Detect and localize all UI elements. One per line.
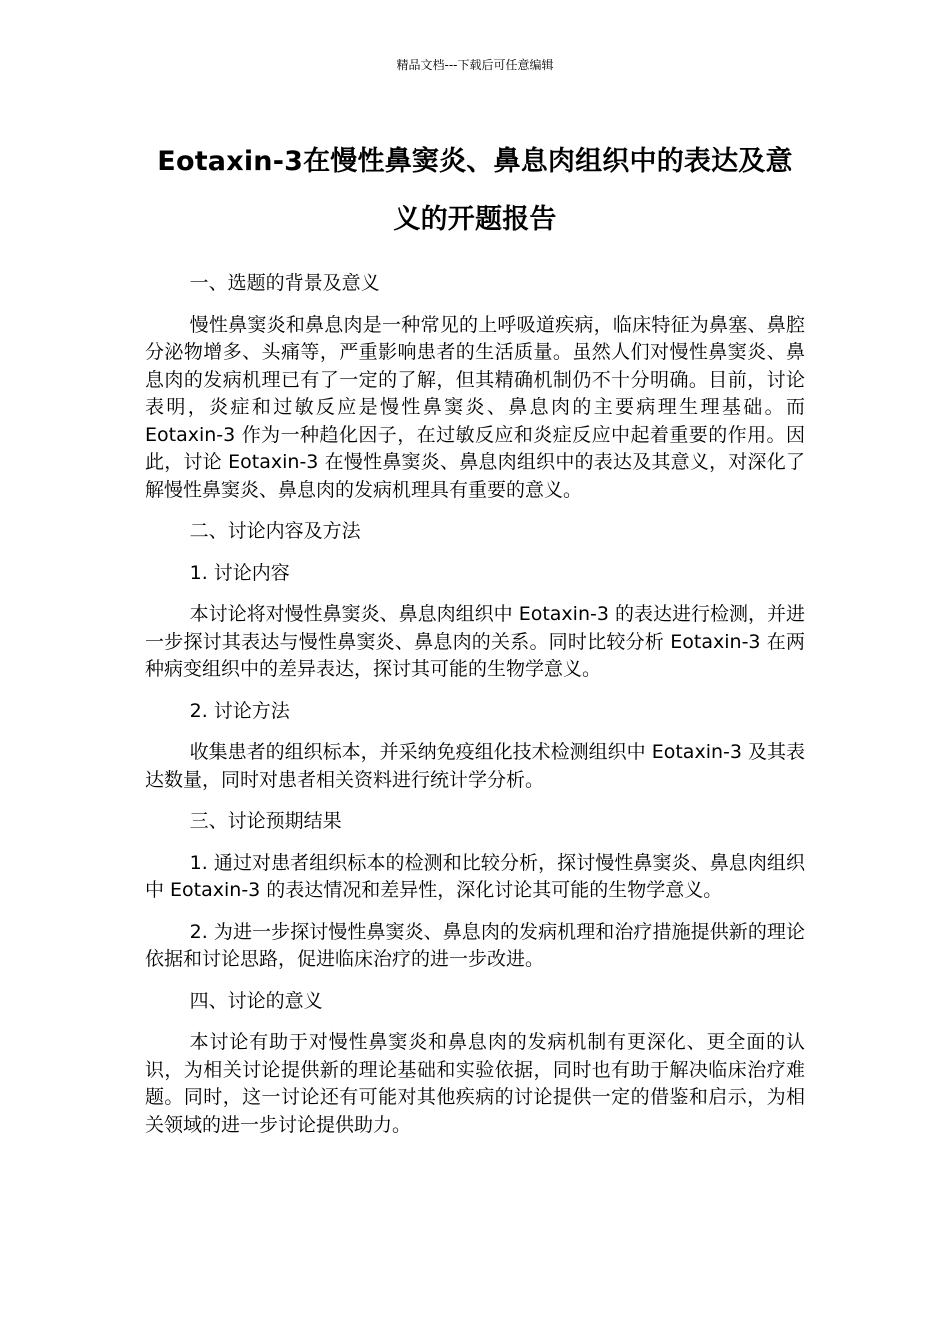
section-heading-significance: 四、讨论的意义: [189, 989, 323, 1012]
paragraph-result-1: 1. 通过对患者组织标本的检测和比较分析，探讨慢性鼻窦炎、鼻息肉组织中 Eotaxin-3 的表达情况和差异性，深化讨论其可能的生物学意义。: [145, 851, 805, 901]
section-heading-background: 一、选题的背景及意义: [189, 272, 380, 294]
subheading-content: 1. 讨论内容: [189, 561, 290, 584]
section-heading-content-method: 二、讨论内容及方法: [189, 520, 361, 542]
header-note: 精品文档---下载后可任意编辑: [396, 58, 554, 72]
paragraph-content: 本讨论将对慢性鼻窦炎、鼻息肉组织中 Eotaxin-3 的表达进行检测，并进一步探讨其表达与慢性鼻窦炎、鼻息肉的关系。同时比较分析 Eotaxin-3 在两种病变组织中的差异表达，探讨其可能的生物学意义。: [145, 603, 805, 680]
document-body: [145, 270, 805, 1153]
section-heading-expected-results: 三、讨论预期结果: [189, 810, 342, 832]
paragraph-background: 慢性鼻窦炎和鼻息肉是一种常见的上呼吸道疾病，临床特征为鼻塞、鼻腔分泌物增多、头痛等，严重影响患者的生活质量。虽然人们对慢性鼻窦炎、鼻息肉的发病机理已有了一定的了解，但其精确机制仍不十分明确。目前，讨论表明，炎症和过敏反应是慢性鼻窦炎、鼻息肉的主要病理生理基础。而 Eotaxin-3 作为一种趋化因子，在过敏反应和炎症反应中起着重要的作用。因此，讨论 Eotaxin-3 在慢性鼻窦炎、鼻息肉组织中的表达及其意义，对深化了解慢性鼻窦炎、鼻息肉的发病机理具有重要的意义。: [145, 313, 805, 501]
paragraph-significance: 本讨论有助于对慢性鼻窦炎和鼻息肉的发病机制有更深化、更全面的认识，为相关讨论提供新的理论基础和实验依据，同时也有助于解决临床治疗难题。同时，这一讨论还有可能对其他疾病的讨论提供一定的借鉴和启示，为相关领域的进一步讨论提供助力。: [145, 1031, 805, 1136]
paragraph-method: 收集患者的组织标本，并采纳免疫组化技术检测组织中 Eotaxin-3 及其表达数量，同时对患者相关资料进行统计学分析。: [145, 741, 805, 791]
paragraph-result-2: 2. 为进一步探讨慢性鼻窦炎、鼻息肉的发病机理和治疗措施提供新的理论依据和讨论思路，促进临床治疗的进一步改进。: [145, 920, 805, 970]
document-title: Eotaxin-3在慢性鼻窦炎、鼻息肉组织中的表达及意义的开题报告: [157, 146, 793, 235]
subheading-method: 2. 讨论方法: [189, 699, 290, 722]
